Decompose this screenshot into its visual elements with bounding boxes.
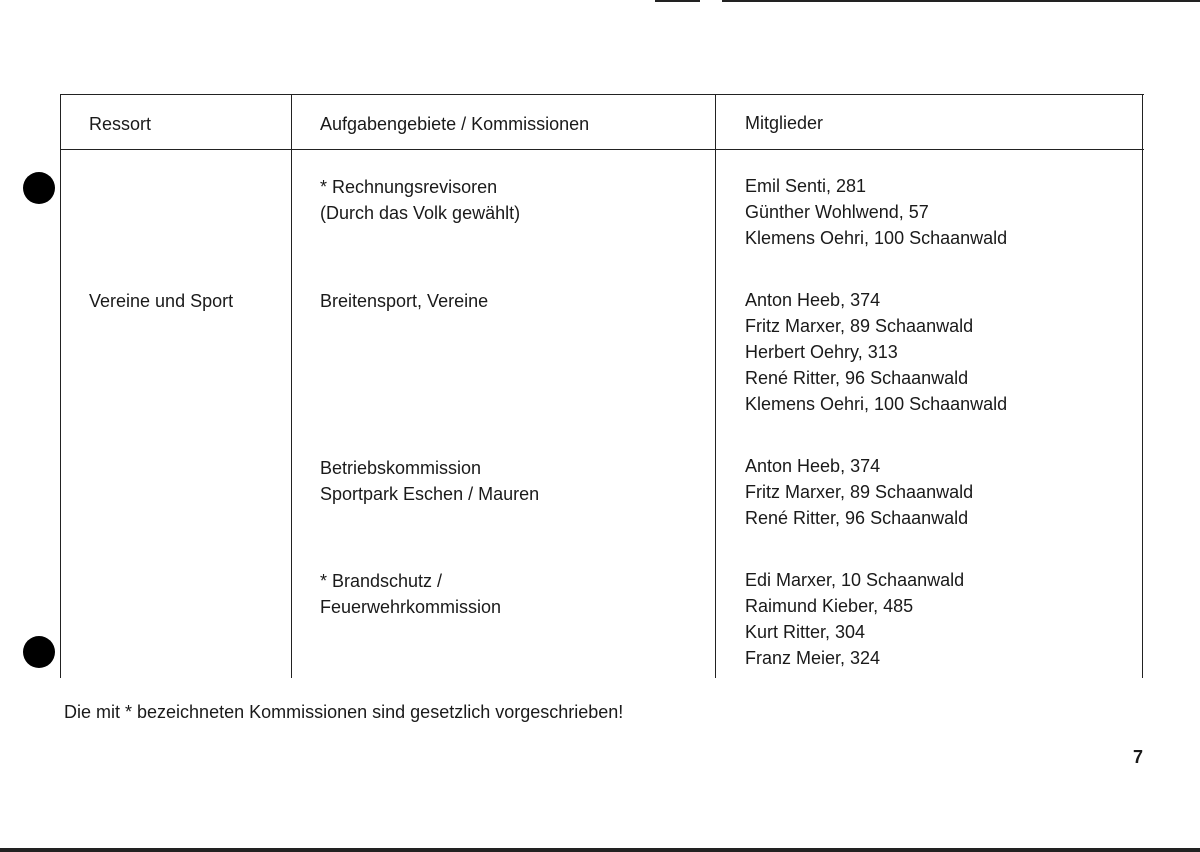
punch-hole (23, 636, 55, 668)
page-number: 7 (1133, 747, 1144, 767)
member-line: René Ritter, 96 Schaanwald (745, 508, 969, 528)
member-line: René Ritter, 96 Schaanwald (745, 368, 969, 388)
member-line: Fritz Marxer, 89 Schaanwald (745, 316, 974, 336)
top-rule (655, 0, 700, 2)
member-line: Franz Meier, 324 (745, 648, 881, 668)
member-line: Herbert Oehry, 313 (745, 342, 898, 362)
member-line: Edi Marxer, 10 Schaanwald (745, 570, 965, 590)
member-line: Klemens Oehri, 100 Schaanwald (745, 394, 1008, 414)
column-divider (1142, 94, 1143, 678)
member-line: Anton Heeb, 374 (745, 290, 881, 310)
header-aufgaben: Aufgabengebiete / Kommissionen (320, 114, 590, 134)
task-line: * Brandschutz / (320, 571, 443, 591)
bottom-rule (0, 848, 1200, 852)
header-ressort: Ressort (89, 114, 152, 134)
column-divider (715, 94, 716, 678)
task-line: Breitensport, Vereine (320, 291, 489, 311)
footnote: Die mit * bezeichneten Kommissionen sind gesetzlich vorgeschrieben! (64, 702, 624, 722)
member-line: Günther Wohlwend, 57 (745, 202, 929, 222)
task-line: Feuerwehrkommission (320, 597, 502, 617)
table-top-border (60, 94, 1144, 95)
member-line: Raimund Kieber, 485 (745, 596, 914, 616)
member-line: Anton Heeb, 374 (745, 456, 881, 476)
member-line: Klemens Oehri, 100 Schaanwald (745, 228, 1008, 248)
member-line: Kurt Ritter, 304 (745, 622, 866, 642)
task-line: * Rechnungsrevisoren (320, 177, 498, 197)
member-line: Emil Senti, 281 (745, 176, 867, 196)
task-line: Sportpark Eschen / Mauren (320, 484, 540, 504)
column-divider (60, 94, 61, 678)
commission-table (60, 94, 1144, 678)
top-rule (722, 0, 1200, 2)
header-mitglieder: Mitglieder (745, 113, 824, 133)
ressort-label: Vereine und Sport (89, 291, 234, 311)
member-line: Fritz Marxer, 89 Schaanwald (745, 482, 974, 502)
task-line: (Durch das Volk gewählt) (320, 203, 521, 223)
punch-hole (23, 172, 55, 204)
task-line: Betriebskommission (320, 458, 482, 478)
table-header-divider (60, 149, 1144, 150)
column-divider (291, 94, 292, 678)
